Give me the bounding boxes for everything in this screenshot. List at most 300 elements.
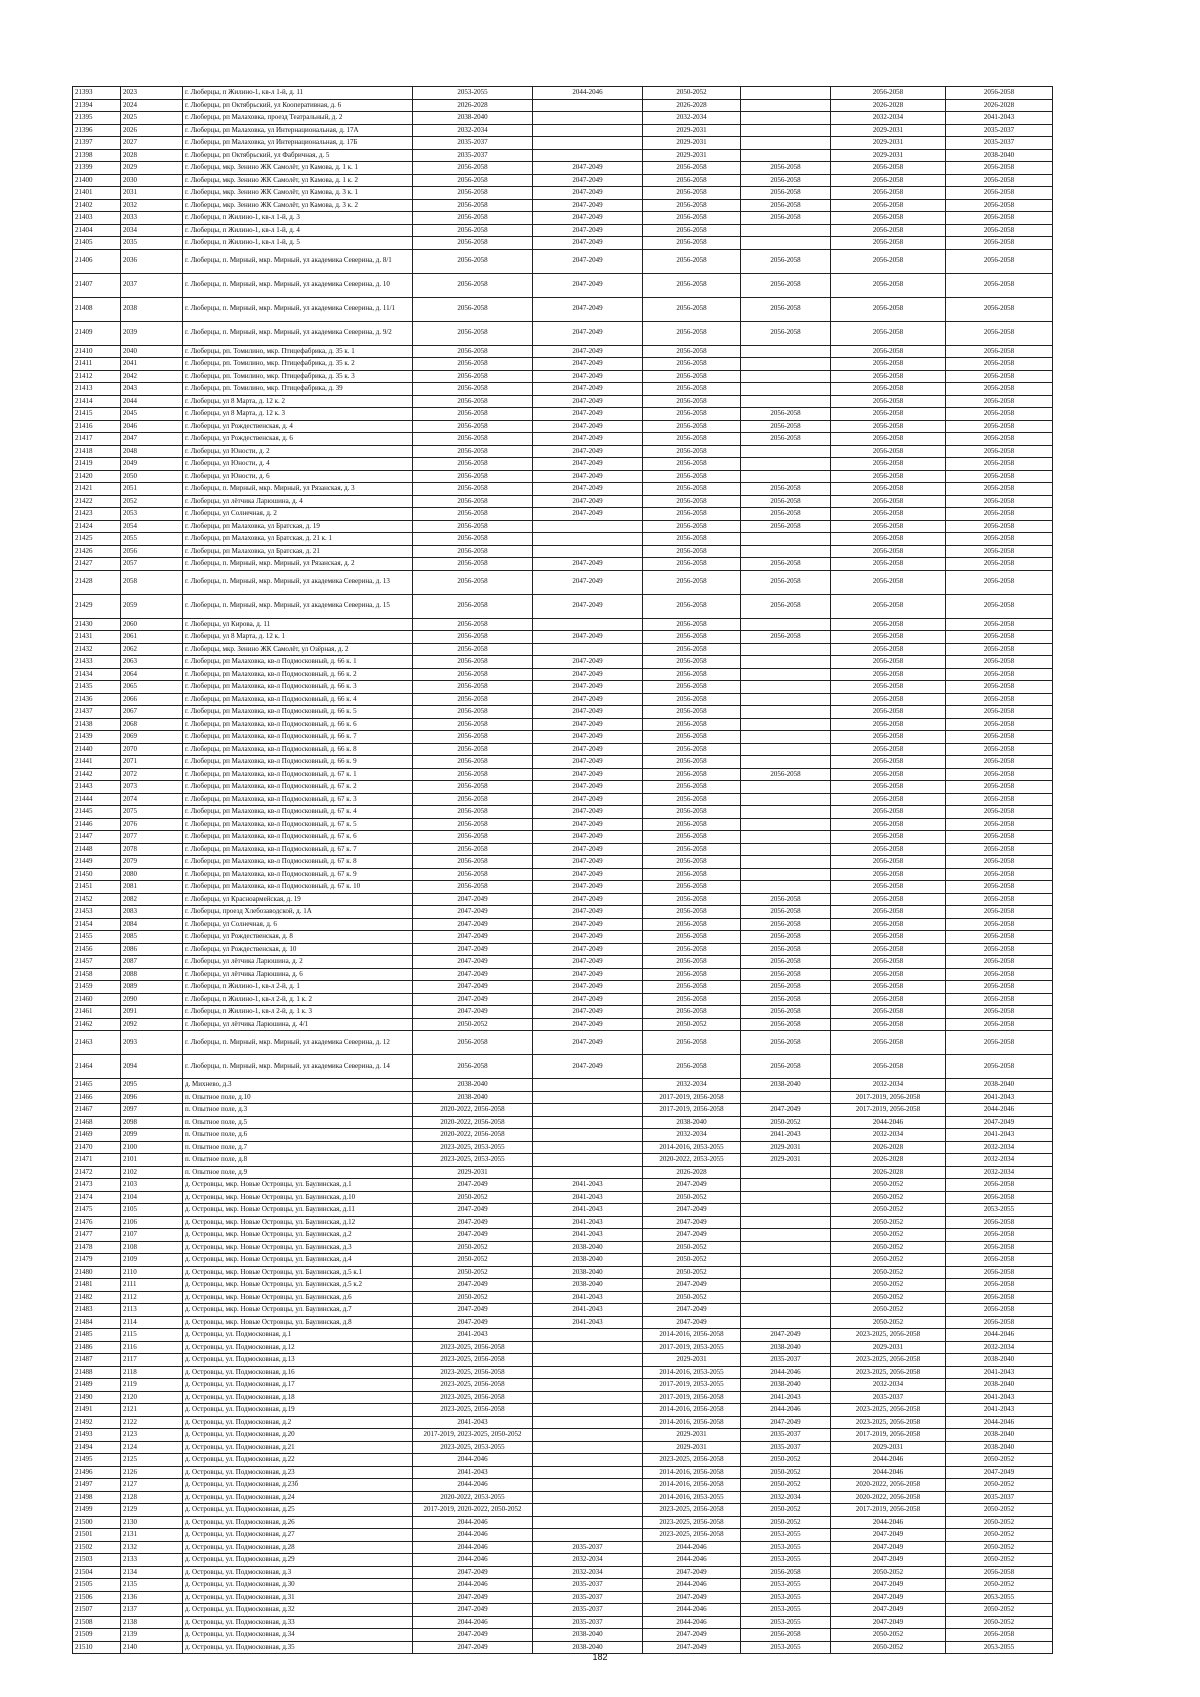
address-cell: г. Люберцы, рп Малаховка, ул Братская, д. 19 [183,520,413,533]
period-cell-6: 2056-2058 [946,508,1053,521]
period-cell-4: 2038-2040 [741,1379,831,1392]
period-cell-2: 2035-2037 [533,1579,643,1592]
period-cell-1: 2056-2058 [413,881,533,894]
table-row [73,199,1053,212]
period-cell-5: 2050-2052 [831,1204,946,1217]
table-row [73,99,1053,112]
period-cell-4 [741,1179,831,1192]
item-number-cell: 2055 [121,533,183,546]
row-index-cell: 21489 [73,1379,121,1392]
address-cell: д. Островцы, ул. Подмосковная, д.25 [183,1504,413,1517]
table-row [73,1466,1053,1479]
period-cell-2 [533,1516,643,1529]
period-cell-5: 2056-2058 [831,420,946,433]
period-cell-5: 2056-2058 [831,408,946,421]
period-cell-2 [533,1091,643,1104]
table-row [73,1291,1053,1304]
period-cell-5: 2032-2034 [831,1379,946,1392]
period-cell-1: 2047-2049 [413,968,533,981]
period-cell-2: 2047-2049 [533,187,643,200]
period-cell-5: 2026-2028 [831,1166,946,1179]
address-cell: г. Люберцы, рп Малаховка, проезд Театральный, д. 2 [183,112,413,125]
period-cell-3: 2047-2049 [643,1566,741,1579]
period-cell-5: 2044-2046 [831,1116,946,1129]
period-cell-6: 2056-2058 [946,237,1053,250]
period-cell-2: 2047-2049 [533,793,643,806]
period-cell-4: 2053-2055 [741,1529,831,1542]
period-cell-2: 2032-2034 [533,1566,643,1579]
period-cell-3: 2047-2049 [643,1179,741,1192]
period-cell-5: 2029-2031 [831,1441,946,1454]
period-cell-5: 2056-2058 [831,87,946,100]
item-number-cell: 2066 [121,693,183,706]
address-cell: г. Люберцы, п. Мирный, мкр. Мирный, ул академика Северина, д. 14 [183,1055,413,1079]
period-cell-1: 2056-2058 [413,408,533,421]
period-cell-1: 2056-2058 [413,681,533,694]
period-cell-5: 2056-2058 [831,1006,946,1019]
row-index-cell: 21467 [73,1104,121,1117]
row-index-cell: 21454 [73,918,121,931]
period-cell-1: 2056-2058 [413,224,533,237]
period-cell-1: 2023-2025, 2056-2058 [413,1379,533,1392]
table-row [73,483,1053,496]
period-cell-1: 2038-2040 [413,112,533,125]
period-cell-6: 2032-2034 [946,1341,1053,1354]
period-cell-3: 2056-2058 [643,345,741,358]
item-number-cell: 2025 [121,112,183,125]
table-row [73,843,1053,856]
period-cell-3: 2017-2019, 2053-2055 [643,1379,741,1392]
period-cell-6: 2056-2058 [946,458,1053,471]
period-cell-2: 2047-2049 [533,718,643,731]
row-index-cell: 21434 [73,668,121,681]
address-cell: г. Люберцы, рп Малаховка, ул Интернациональная, д. 17Б [183,137,413,150]
row-index-cell: 21407 [73,273,121,297]
period-cell-4 [741,237,831,250]
period-cell-2: 2047-2049 [533,843,643,856]
table-row [73,570,1053,594]
period-cell-6: 2056-2058 [946,706,1053,719]
address-cell: д. Островцы, ул. Подмосковная, д.3 [183,1566,413,1579]
item-number-cell: 2079 [121,856,183,869]
item-number-cell: 2078 [121,843,183,856]
period-cell-6: 2056-2058 [946,743,1053,756]
table-row [73,370,1053,383]
period-cell-4: 2056-2058 [741,187,831,200]
table-row [73,1591,1053,1604]
address-cell: д. Островцы, ул. Подмосковная, д.23б [183,1479,413,1492]
table-row [73,1006,1053,1019]
table-row [73,1179,1053,1192]
period-cell-3: 2056-2058 [643,693,741,706]
period-cell-5: 2050-2052 [831,1641,946,1654]
period-cell-2: 2041-2043 [533,1316,643,1329]
row-index-cell: 21479 [73,1254,121,1267]
address-cell: г. Люберцы, рп. Томилино, мкр. Птицефабрика, д. 39 [183,383,413,396]
period-cell-5: 2056-2058 [831,212,946,225]
period-cell-4: 2056-2058 [741,1018,831,1031]
period-cell-5: 2056-2058 [831,570,946,594]
period-cell-2: 2032-2034 [533,1554,643,1567]
period-cell-6: 2038-2040 [946,149,1053,162]
period-cell-6: 2056-2058 [946,1179,1053,1192]
period-cell-1: 2056-2058 [413,187,533,200]
period-cell-4: 2035-2037 [741,1441,831,1454]
table-row [73,1491,1053,1504]
period-cell-3: 2056-2058 [643,731,741,744]
address-cell: г. Люберцы, ул 8 Марта, д. 12 к. 1 [183,631,413,644]
period-cell-2 [533,1141,643,1154]
period-cell-4: 2029-2031 [741,1141,831,1154]
address-cell: г. Люберцы, п. Мирный, мкр. Мирный, ул Рязанская, д. 2 [183,558,413,571]
period-cell-3: 2029-2031 [643,1429,741,1442]
period-cell-5: 2056-2058 [831,1055,946,1079]
period-cell-3: 2032-2034 [643,1129,741,1142]
period-cell-2: 2047-2049 [533,570,643,594]
address-cell: д. Островцы, ул. Подмосковная, д.30 [183,1579,413,1592]
period-cell-5: 2056-2058 [831,533,946,546]
period-cell-6: 2056-2058 [946,831,1053,844]
address-cell: г. Люберцы, рп Малаховка, ул Братская, д. 21 к. 1 [183,533,413,546]
period-cell-2 [533,1529,643,1542]
period-cell-6: 2056-2058 [946,993,1053,1006]
period-cell-1: 2056-2058 [413,273,533,297]
period-cell-6: 2056-2058 [946,868,1053,881]
period-cell-5: 2056-2058 [831,345,946,358]
table-row [73,968,1053,981]
period-cell-1: 2044-2046 [413,1616,533,1629]
address-cell: д. Островцы, ул. Подмосковная, д.17 [183,1379,413,1392]
period-cell-6: 2056-2058 [946,1291,1053,1304]
row-index-cell: 21441 [73,756,121,769]
address-cell: п. Опытное поле, д.10 [183,1091,413,1104]
period-cell-6: 2056-2058 [946,1566,1053,1579]
period-cell-4: 2056-2058 [741,420,831,433]
period-cell-4: 2056-2058 [741,433,831,446]
period-cell-5: 2056-2058 [831,656,946,669]
table-row [73,495,1053,508]
address-cell: г. Люберцы, п Жилино-1, кв-л 1-й, д. 3 [183,212,413,225]
table-row [73,321,1053,345]
period-cell-2 [533,533,643,546]
period-cell-1: 2056-2058 [413,831,533,844]
period-cell-1: 2029-2031 [413,1166,533,1179]
item-number-cell: 2106 [121,1216,183,1229]
period-cell-3: 2020-2022, 2053-2055 [643,1154,741,1167]
period-cell-1: 2035-2037 [413,137,533,150]
period-cell-4: 2056-2058 [741,1031,831,1055]
address-cell: д. Островцы, мкр. Новые Островцы, ул. Баулинская, д.6 [183,1291,413,1304]
period-cell-6: 2056-2058 [946,768,1053,781]
row-index-cell: 21455 [73,931,121,944]
period-cell-4 [741,383,831,396]
table-row [73,458,1053,471]
item-number-cell: 2040 [121,345,183,358]
table-row [73,545,1053,558]
item-number-cell: 2126 [121,1466,183,1479]
period-cell-1: 2056-2058 [413,383,533,396]
period-cell-5: 2056-2058 [831,806,946,819]
period-cell-4: 2056-2058 [741,993,831,1006]
period-cell-6: 2056-2058 [946,943,1053,956]
address-cell: д. Островцы, ул. Подмосковная, д.22 [183,1454,413,1467]
table-row [73,681,1053,694]
row-index-cell: 21481 [73,1279,121,1292]
address-cell: д. Островцы, мкр. Новые Островцы, ул. Баулинская, д.4 [183,1254,413,1267]
period-cell-4: 2041-2043 [741,1129,831,1142]
row-index-cell: 21464 [73,1055,121,1079]
period-cell-1: 2047-2049 [413,931,533,944]
period-cell-6: 2056-2058 [946,212,1053,225]
period-cell-1: 2044-2046 [413,1529,533,1542]
period-cell-2: 2035-2037 [533,1604,643,1617]
period-cell-4 [741,718,831,731]
period-cell-4: 2056-2058 [741,508,831,521]
table-row [73,943,1053,956]
address-cell: д. Островцы, ул. Подмосковная, д.26 [183,1516,413,1529]
address-cell: г. Люберцы, п. Мирный, мкр. Мирный, ул академика Северина, д. 15 [183,594,413,618]
period-cell-1: 2044-2046 [413,1541,533,1554]
row-index-cell: 21449 [73,856,121,869]
table-row [73,693,1053,706]
item-number-cell: 2105 [121,1204,183,1217]
table-row [73,249,1053,273]
period-cell-1: 2032-2034 [413,124,533,137]
period-cell-1: 2047-2049 [413,1216,533,1229]
period-cell-4 [741,99,831,112]
period-cell-5: 2056-2058 [831,993,946,1006]
period-cell-5: 2056-2058 [831,881,946,894]
period-cell-5: 2050-2052 [831,1216,946,1229]
period-cell-4: 2053-2055 [741,1579,831,1592]
period-cell-5: 2023-2025, 2056-2058 [831,1329,946,1342]
period-cell-3: 2056-2058 [643,174,741,187]
address-cell: г. Люберцы, рп Малаховка, ул Братская, д. 21 [183,545,413,558]
period-cell-1: 2056-2058 [413,631,533,644]
period-cell-2: 2047-2049 [533,433,643,446]
address-cell: д. Островцы, ул. Подмосковная, д.34 [183,1629,413,1642]
period-cell-3: 2056-2058 [643,1031,741,1055]
item-number-cell: 2046 [121,420,183,433]
item-number-cell: 2060 [121,618,183,631]
period-cell-4 [741,881,831,894]
address-cell: г. Люберцы, п Жилино-1, кв-л 1-й, д. 4 [183,224,413,237]
item-number-cell: 2104 [121,1191,183,1204]
period-cell-5: 2050-2052 [831,1566,946,1579]
period-cell-4 [741,470,831,483]
address-cell: г. Люберцы, ул Солнечная, д. 2 [183,508,413,521]
period-cell-4: 2056-2058 [741,321,831,345]
address-cell: г. Люберцы, ул Юности, д. 4 [183,458,413,471]
item-number-cell: 2112 [121,1291,183,1304]
row-index-cell: 21436 [73,693,121,706]
item-number-cell: 2069 [121,731,183,744]
period-cell-6: 2053-2055 [946,1204,1053,1217]
period-cell-4: 2056-2058 [741,297,831,321]
row-index-cell: 21424 [73,520,121,533]
row-index-cell: 21421 [73,483,121,496]
period-cell-2 [533,1166,643,1179]
address-cell: г. Люберцы, рп. Томилино, мкр. Птицефабрика, д. 35 к. 2 [183,358,413,371]
period-cell-5: 2056-2058 [831,618,946,631]
row-index-cell: 21462 [73,1018,121,1031]
row-index-cell: 21483 [73,1304,121,1317]
period-cell-5: 2056-2058 [831,508,946,521]
period-cell-6: 2056-2058 [946,1241,1053,1254]
period-cell-3: 2056-2058 [643,558,741,571]
period-cell-1: 2017-2019, 2020-2022, 2050-2052 [413,1504,533,1517]
address-cell: д. Островцы, мкр. Новые Островцы, ул. Баулинская, д.3 [183,1241,413,1254]
row-index-cell: 21502 [73,1541,121,1554]
period-cell-6: 2056-2058 [946,731,1053,744]
address-cell: г. Люберцы, ул 8 Марта, д. 12 к. 3 [183,408,413,421]
period-cell-1: 2023-2025, 2056-2058 [413,1391,533,1404]
address-cell: г. Люберцы, п. Мирный, мкр. Мирный, ул Рязанская, д. 3 [183,483,413,496]
row-index-cell: 21425 [73,533,121,546]
period-cell-6: 2056-2058 [946,818,1053,831]
row-index-cell: 21505 [73,1579,121,1592]
period-cell-4 [741,445,831,458]
period-cell-3: 2056-2058 [643,756,741,769]
page-number: 182 [592,1652,608,1662]
period-cell-1: 2056-2058 [413,618,533,631]
period-cell-2 [533,618,643,631]
table-row [73,1191,1053,1204]
table-row [73,1366,1053,1379]
address-cell: г. Люберцы, ул лётчика Ларюшина, д. 4 [183,495,413,508]
period-cell-5: 2056-2058 [831,162,946,175]
period-cell-4 [741,643,831,656]
period-cell-3: 2044-2046 [643,1604,741,1617]
period-cell-6: 2056-2058 [946,681,1053,694]
period-cell-4: 2053-2055 [741,1641,831,1654]
period-cell-3: 2056-2058 [643,868,741,881]
table-row [73,1304,1053,1317]
period-cell-5: 2056-2058 [831,470,946,483]
period-cell-1: 2056-2058 [413,395,533,408]
period-cell-6: 2056-2058 [946,1254,1053,1267]
table-row [73,1055,1053,1079]
address-cell: г. Люберцы, п. Мирный, мкр. Мирный, ул академика Северина, д. 12 [183,1031,413,1055]
period-cell-5: 2047-2049 [831,1529,946,1542]
item-number-cell: 2035 [121,237,183,250]
period-cell-2 [533,1366,643,1379]
period-cell-4 [741,1254,831,1267]
row-index-cell: 21409 [73,321,121,345]
period-cell-2 [533,1391,643,1404]
period-cell-5: 2056-2058 [831,520,946,533]
period-cell-5: 2032-2034 [831,112,946,125]
address-cell: г. Люберцы, ул 8 Марта, д. 12 к. 2 [183,395,413,408]
period-cell-1: 2023-2025, 2056-2058 [413,1404,533,1417]
period-cell-2 [533,1154,643,1167]
period-cell-6: 2050-2052 [946,1579,1053,1592]
period-cell-2: 2047-2049 [533,931,643,944]
table-row [73,1104,1053,1117]
period-cell-3: 2056-2058 [643,943,741,956]
period-cell-3: 2056-2058 [643,383,741,396]
period-cell-5: 2026-2028 [831,1141,946,1154]
period-cell-2: 2047-2049 [533,224,643,237]
item-number-cell: 2124 [121,1441,183,1454]
period-cell-6: 2056-2058 [946,87,1053,100]
period-cell-6: 2056-2058 [946,1018,1053,1031]
row-index-cell: 21437 [73,706,121,719]
row-index-cell: 21470 [73,1141,121,1154]
row-index-cell: 21509 [73,1629,121,1642]
address-cell: д. Островцы, мкр. Новые Островцы, ул. Баулинская, д.5 к.1 [183,1266,413,1279]
period-cell-6: 2056-2058 [946,224,1053,237]
period-cell-1: 2056-2058 [413,668,533,681]
row-index-cell: 21487 [73,1354,121,1367]
item-number-cell: 2133 [121,1554,183,1567]
address-cell: д. Островцы, ул. Подмосковная, д.29 [183,1554,413,1567]
row-index-cell: 21448 [73,843,121,856]
item-number-cell: 2065 [121,681,183,694]
period-cell-2 [533,124,643,137]
period-cell-4: 2056-2058 [741,631,831,644]
address-cell: д. Островцы, ул. Подмосковная, д.13 [183,1354,413,1367]
period-cell-1: 2038-2040 [413,1091,533,1104]
row-index-cell: 21418 [73,445,121,458]
row-index-cell: 21398 [73,149,121,162]
period-cell-4 [741,545,831,558]
table-row [73,174,1053,187]
period-cell-1: 2056-2058 [413,520,533,533]
table-row [73,806,1053,819]
period-cell-5: 2044-2046 [831,1516,946,1529]
address-cell: г. Люберцы, ул Юности, д. 6 [183,470,413,483]
period-cell-3: 2017-2019, 2056-2058 [643,1104,741,1117]
table-row [73,1166,1053,1179]
period-cell-6: 2056-2058 [946,1266,1053,1279]
period-cell-5: 2056-2058 [831,224,946,237]
address-cell: г. Люберцы, п. Мирный, мкр. Мирный, ул академика Северина, д. 9/2 [183,321,413,345]
period-cell-5: 2056-2058 [831,668,946,681]
period-cell-3: 2056-2058 [643,843,741,856]
period-cell-6: 2044-2046 [946,1416,1053,1429]
item-number-cell: 2096 [121,1091,183,1104]
period-cell-4 [741,112,831,125]
period-cell-6: 2053-2055 [946,1641,1053,1654]
row-index-cell: 21510 [73,1641,121,1654]
period-cell-2: 2047-2049 [533,893,643,906]
period-cell-3: 2056-2058 [643,631,741,644]
period-cell-2: 2047-2049 [533,174,643,187]
period-cell-5: 2047-2049 [831,1604,946,1617]
period-cell-2: 2047-2049 [533,918,643,931]
period-cell-5: 2050-2052 [831,1629,946,1642]
period-cell-3: 2014-2016, 2056-2058 [643,1329,741,1342]
period-cell-4 [741,1291,831,1304]
address-cell: г. Люберцы, п Жилино-1, кв-л 2-й, д. 1 к. 3 [183,1006,413,1019]
period-cell-4: 2056-2058 [741,408,831,421]
table-row [73,818,1053,831]
item-number-cell: 2125 [121,1454,183,1467]
table-row [73,273,1053,297]
table-row [73,1479,1053,1492]
period-cell-6: 2038-2040 [946,1379,1053,1392]
period-cell-1: 2047-2049 [413,1006,533,1019]
period-cell-6: 2035-2037 [946,124,1053,137]
item-number-cell: 2063 [121,656,183,669]
table-row [73,1616,1053,1629]
period-cell-5: 2056-2058 [831,383,946,396]
period-cell-3: 2026-2028 [643,99,741,112]
row-index-cell: 21430 [73,618,121,631]
table-row [73,1341,1053,1354]
address-cell: г. Люберцы, рп Малаховка, кв-л Подмосковный, д. 67 к. 4 [183,806,413,819]
